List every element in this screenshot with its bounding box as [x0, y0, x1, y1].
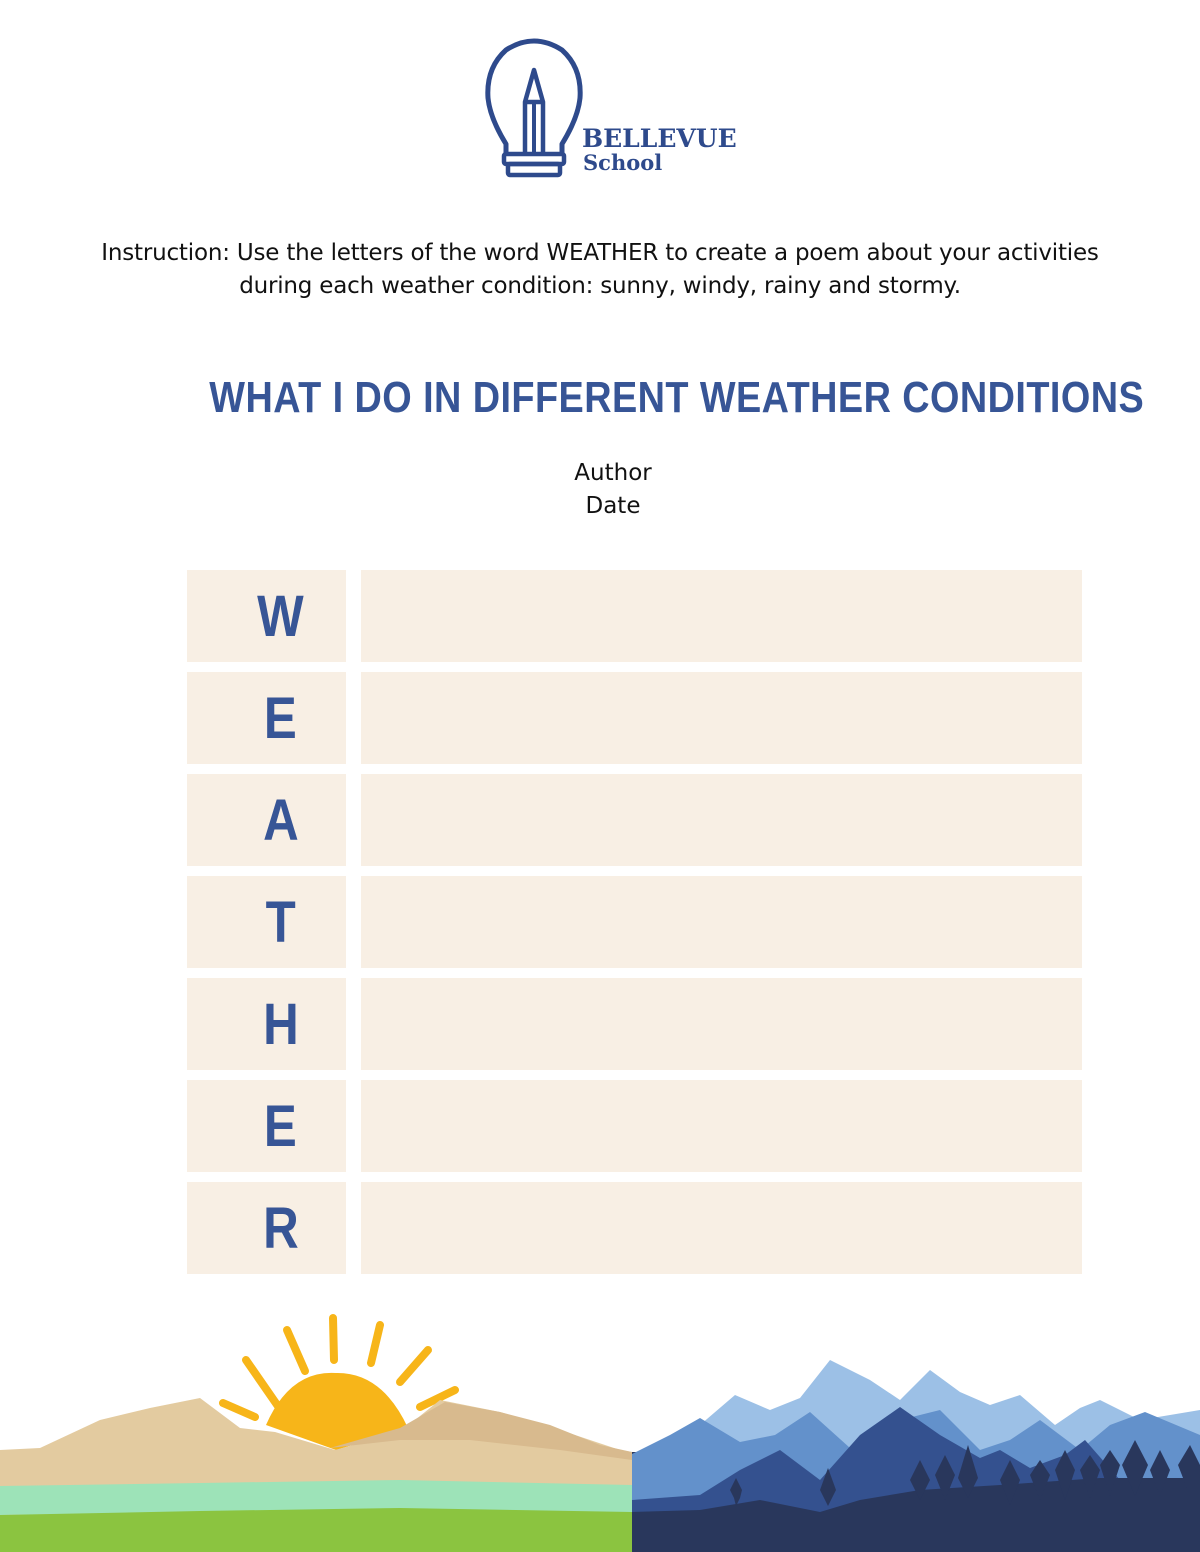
poem-line-field[interactable] [361, 978, 1082, 1070]
letter-cell [187, 1182, 346, 1274]
school-subtitle: School [583, 150, 663, 175]
poem-line-field[interactable] [361, 1080, 1082, 1172]
letter: R [262, 1195, 299, 1261]
instruction-text [40, 237, 1160, 303]
instruction-line-1: Instruction: Use the letters of the word WEATHER to create a poem about your activities [101, 240, 1099, 266]
poem-line-field[interactable] [361, 672, 1082, 764]
letter-cell [187, 876, 346, 968]
poem-line-field[interactable] [361, 774, 1082, 866]
letter-cell [187, 1080, 346, 1172]
letter: E [264, 1093, 297, 1159]
landscape-illustration [0, 1300, 1200, 1552]
letter-cell [187, 672, 346, 764]
author-label: Author [574, 460, 652, 486]
letter: T [265, 889, 296, 955]
instruction-line-2: during each weather condition: sunny, windy, rainy and stormy. [239, 273, 961, 299]
page-title: WHAT I DO IN DIFFERENT WEATHER CONDITIONS [209, 373, 1145, 422]
poem-line-field[interactable] [361, 570, 1082, 662]
letter-cell [187, 774, 346, 866]
school-logo [484, 38, 744, 183]
letter: E [264, 685, 297, 751]
poem-line-field[interactable] [361, 876, 1082, 968]
lightbulb-pencil-icon [484, 38, 584, 180]
letter: H [262, 991, 299, 1057]
letter-cell [187, 978, 346, 1070]
letter: A [262, 787, 299, 853]
date-label: Date [585, 493, 641, 519]
letter-cell [187, 570, 346, 662]
poem-line-field[interactable] [361, 1182, 1082, 1274]
letter: W [257, 583, 304, 649]
school-name: BELLEVUE [582, 124, 737, 153]
